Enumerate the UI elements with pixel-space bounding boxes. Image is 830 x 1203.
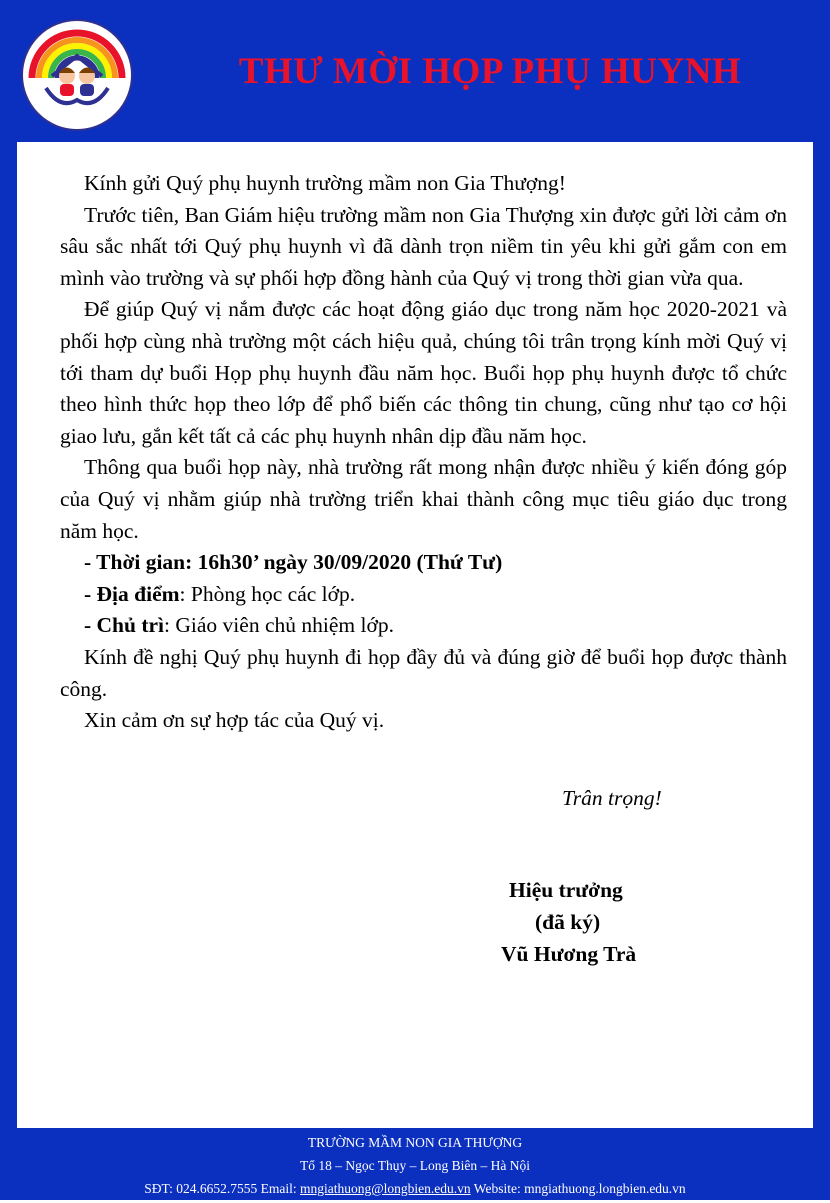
time-label: - Thời gian [84,550,186,575]
footer-phone: SĐT: 024.6652.7555 Email: [144,1181,300,1196]
greeting: Kính gửi Quý phụ huynh trường mầm non Gia Thượng! [84,171,566,195]
footer [0,1128,830,1203]
time-value: : 16h30’ ngày 30/09/2020 (Thứ Tư) [185,550,503,575]
letter-title: THƯ MỜI HỌP PHỤ HUYNH [238,51,742,92]
footer-contact [0,1177,830,1200]
letter-paper [17,142,813,1128]
paragraph-feedback: Thông qua buổi họp này, nhà trường rất mong nhận được nhiều ý kiến đóng góp của Quý vị nhằm giúp nhà trường triển khai thành công mục tiêu giáo dục trong năm học. [60,455,787,543]
footer-email-link[interactable]: mngiathuong@longbien.edu.vn [300,1181,471,1196]
paragraph-invitation: Để giúp Quý vị nắm được các hoạt động giáo dục trong năm học 2020-2021 và phối hợp cùng nhà trường một cách hiệu quả, chúng tôi trân trọng kính mời Quý vị tới tham dự buổi Họp phụ huynh đầu năm học. Buổi họp phụ huynh được tổ chức theo hình thức họp theo lớp để phổ biến các thông tin chung, cũng như tạo cơ hội giao lưu, gắn kết tất cả các phụ huynh nhân dịp đầu năm học. [60,297,787,448]
meeting-host [60,610,787,642]
host-value: : Giáo viên chủ nhiệm lớp. [164,613,394,638]
footer-address: Tổ 18 – Ngọc Thụy – Long Biên – Hà Nội [300,1158,530,1173]
letter-body [60,168,787,737]
closing: Trân trọng! [562,786,662,810]
school-logo [20,18,134,132]
place-value: : Phòng học các lớp. [179,581,356,606]
header [0,0,830,142]
meeting-time [60,547,787,579]
paragraph-thanks-cooperation: Xin cảm ơn sự hợp tác của Quý vị. [84,708,385,733]
signer-name: Vũ Hương Trà [501,942,637,966]
paragraph-request: Kính đề nghị Quý phụ huynh đi họp đầy đủ và đúng giờ để buổi họp được thành công. [60,644,787,701]
paragraph-thanks: Trước tiên, Ban Giám hiệu trường mầm non Gia Thượng xin được gửi lời cảm ơn sâu sắc nhất tới Quý phụ huynh vì đã dành trọn niềm tin yêu khi gửi gắm con em mình vào trường và sự phối hợp đồng hành của Quý vị trong thời gian vừa qua. [60,202,787,290]
footer-school: TRƯỜNG MẦM NON GIA THƯỢNG [307,1135,523,1150]
place-label: - Địa điểm [84,581,180,606]
footer-website: Website: mngiathuong.longbien.edu.vn [470,1181,686,1196]
signature-block [487,874,717,970]
signer-role: Hiệu trưởng [509,878,623,902]
host-label: - Chủ trì [84,613,165,638]
signed-note: (đã ký) [535,910,601,934]
meeting-place [60,579,787,611]
